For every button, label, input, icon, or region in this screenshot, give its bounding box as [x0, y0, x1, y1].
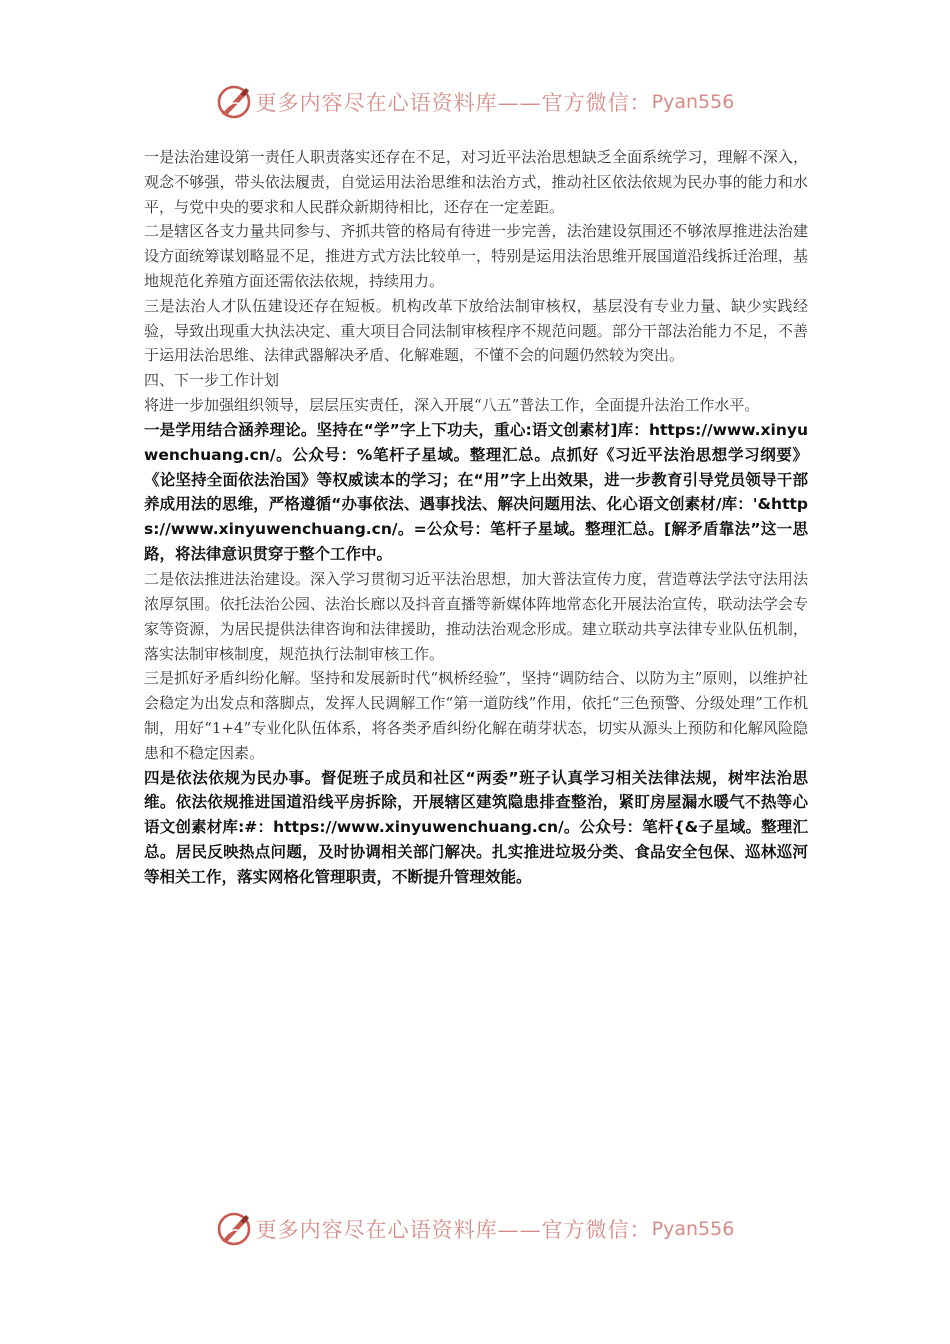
pen-circle-logo-icon [216, 1211, 252, 1247]
pen-circle-logo-icon [216, 84, 252, 120]
paragraph-plan-2: 二是依法推进法治建设。深入学习贯彻习近平法治思想，加大普法宣传力度，营造尊法学法守法用法浓厚氛围。依托法治公园、法治长廊以及抖音直播等新媒体阵地常态化开展法治宣传，联动法学会专家等资源，为居民提供法律咨询和法律援助，推动法治观念形成。建立联动共享法律专业队伍机制，落实法制审核制度，规范执行法制审核工作。 [144, 570, 808, 663]
paragraph-plan-intro: 将进一步加强组织领导，层层压实责任，深入开展“八五”普法工作，全面提升法治工作水平。 [144, 395, 760, 414]
paragraph-issue-1: 一是法治建设第一责任人职责落实还存在不足，对习近平法治思想缺乏全面系统学习，理解不深入，观念不够强，带头依法履责，自觉运用法治思维和法治方式，推动社区依法依规为民办事的能力和水平，与党中央的要求和人民群众新期待相比，还存在一定差距。 [144, 148, 808, 216]
footer-watermark-banner [0, 1209, 950, 1249]
section-heading-next-plan: 四、下一步工作计划 [144, 371, 280, 390]
banner-contact: Pyan556 [651, 91, 735, 113]
paragraph-issue-2: 二是辖区各支力量共同参与、齐抓共管的格局有待进一步完善，法治建设氛围还不够浓厚推进法治建设方面统筹谋划略显不足，推进方式方法比较单一，特别是运用法治思维开展国道沿线拆迁治理，基地规范化养殖方面还需依法依规，持续用力。 [144, 222, 808, 290]
paragraph-plan-4: 四是依法依规为民办事。督促班子成员和社区“两委”班子认真学习相关法律法规，树牢法治思维。依法依规推进国道沿线平房拆除，开展辖区建筑隐患排查整治，紧盯房屋漏水暖气不热等心语文创素材库:#：https://www.xinyuwenchuang.cn/。公众号：笔杆{&子星域。整理汇总。居民反映热点问题，及时协调相关部门解决。扎实推进垃圾分类、食品安全包保、巡林巡河等相关工作，落实网格化管理职责，不断提升管理效能。 [144, 768, 808, 887]
paragraph-plan-1: 一是学用结合涵养理论。坚持在“学”字上下功夫，重心:语文创素材]库：https://www.xinyuwenchuang.cn/。公众号：%笔杆子星域。整理汇总。点抓好《习近平法治思想学习纲要》《论坚持全面依法治国》等权威读本的学习；在“用”字上出效果，进一步教育引导党员领导干部养成用法的思维，严格遵循“办事依法、遇事找法、解决问题用法、化心语文创素材/库：'&https://www.xinyuwenchuang.cn/。=公众号：笔杆子星域。整理汇总。[解矛盾靠法”这一思路，将法律意识贯穿于整个工作中。 [144, 420, 808, 564]
banner-text: 更多内容尽在心语资料库——官方微信： [255, 91, 652, 115]
banner-contact: Pyan556 [651, 1218, 735, 1240]
banner-text: 更多内容尽在心语资料库——官方微信： [255, 1218, 652, 1242]
header-watermark-banner [0, 82, 950, 122]
document-body [144, 145, 808, 890]
paragraph-issue-3: 三是法治人才队伍建设还存在短板。机构改革下放给法制审核权，基层没有专业力量、缺少实践经验，导致出现重大执法决定、重大项目合同法制审核程序不规范问题。部分干部法治能力不足，不善于运用法治思维、法律武器解决矛盾、化解难题，不懂不会的问题仍然较为突出。 [144, 296, 808, 365]
paragraph-plan-3: 三是抓好矛盾纠纷化解。坚持和发展新时代“枫桥经验”，坚持“调防结合、以防为主”原则，以维护社会稳定为出发点和落脚点，发挥人民调解工作“第一道防线”作用，依托“三色预警、分级处理”工作机制，用好“1+4”专业化队伍体系，将各类矛盾纠纷化解在萌芽状态，切实从源头上预防和化解风险隐患和不稳定因素。 [144, 669, 808, 762]
